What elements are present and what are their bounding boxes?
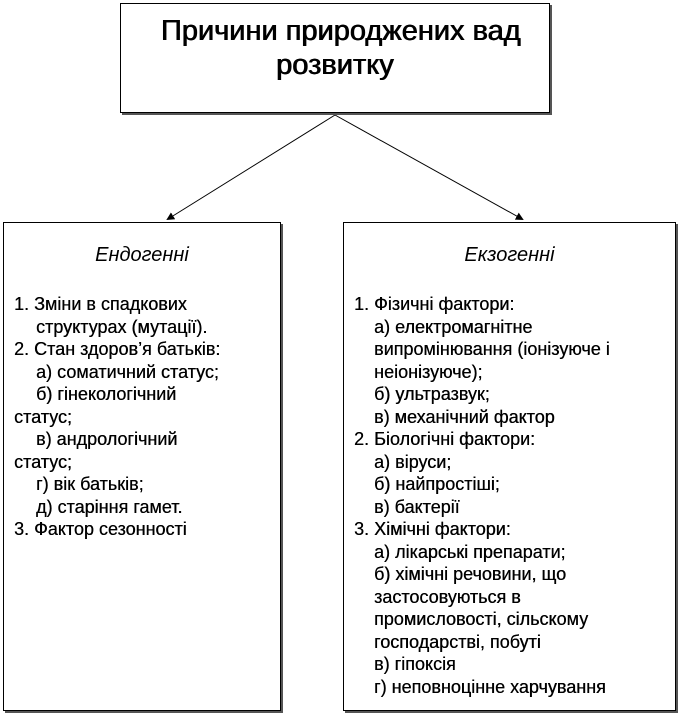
list-item: господарстві, побуті xyxy=(374,631,541,652)
list-item: 3. Хімічні фактори: xyxy=(354,519,511,539)
list-item: 2. Біологічні фактори: xyxy=(354,429,536,449)
exogenous-heading: Екзогенні xyxy=(464,244,555,266)
list-item: неіонізуюче); xyxy=(374,361,483,382)
exogenous-list xyxy=(354,293,669,698)
diagram-title xyxy=(121,14,549,82)
list-item: статус; xyxy=(14,451,72,472)
list-item: застосовуються в xyxy=(374,586,521,607)
list-item: в) андрологічний xyxy=(36,429,178,449)
list-item: г) вік батьків; xyxy=(36,474,144,494)
list-item: б) ультразвук; xyxy=(374,384,490,404)
list-item: б) найпростіші; xyxy=(374,474,500,494)
list-item: 1. Зміни в спадкових xyxy=(14,294,187,314)
list-item: в) гіпоксія xyxy=(374,654,456,674)
list-item: а) віруси; xyxy=(374,451,452,472)
list-item: б) хімічні речовини, що xyxy=(374,564,567,584)
list-item: г) неповноцінне харчування xyxy=(374,676,606,697)
arrow-to-endogenous xyxy=(168,115,335,219)
list-item: структурах (мутації). xyxy=(36,316,208,337)
title-box xyxy=(120,3,550,113)
list-item: в) механічний фактор xyxy=(374,406,555,427)
list-item: в) бактерії xyxy=(374,496,460,517)
endogenous-list xyxy=(14,293,274,541)
list-item: а) електромагнітне xyxy=(374,316,533,337)
arrow-to-exogenous xyxy=(335,115,522,219)
list-item: а) лікарські препарати; xyxy=(374,541,566,562)
title-line-1: Причини природжених вад xyxy=(161,15,521,47)
list-item: б) гінекологічний xyxy=(36,384,177,404)
exogenous-box xyxy=(343,222,676,711)
endogenous-box xyxy=(3,222,281,711)
title-line-2: розвитку xyxy=(276,49,394,81)
list-item: 1. Фізичні фактори: xyxy=(354,294,515,314)
list-item: а) соматичний статус; xyxy=(36,361,219,382)
list-item: 3. Фактор сезонності xyxy=(14,519,187,539)
list-item: 2. Стан здоров’я батьків: xyxy=(14,339,221,359)
endogenous-heading: Ендогенні xyxy=(95,244,189,266)
list-item: випромінювання (іонізуюче і xyxy=(374,339,610,359)
list-item: промисловості, сільскому xyxy=(374,609,589,629)
list-item: д) старіння гамет. xyxy=(36,496,183,517)
list-item: статус; xyxy=(14,406,72,427)
